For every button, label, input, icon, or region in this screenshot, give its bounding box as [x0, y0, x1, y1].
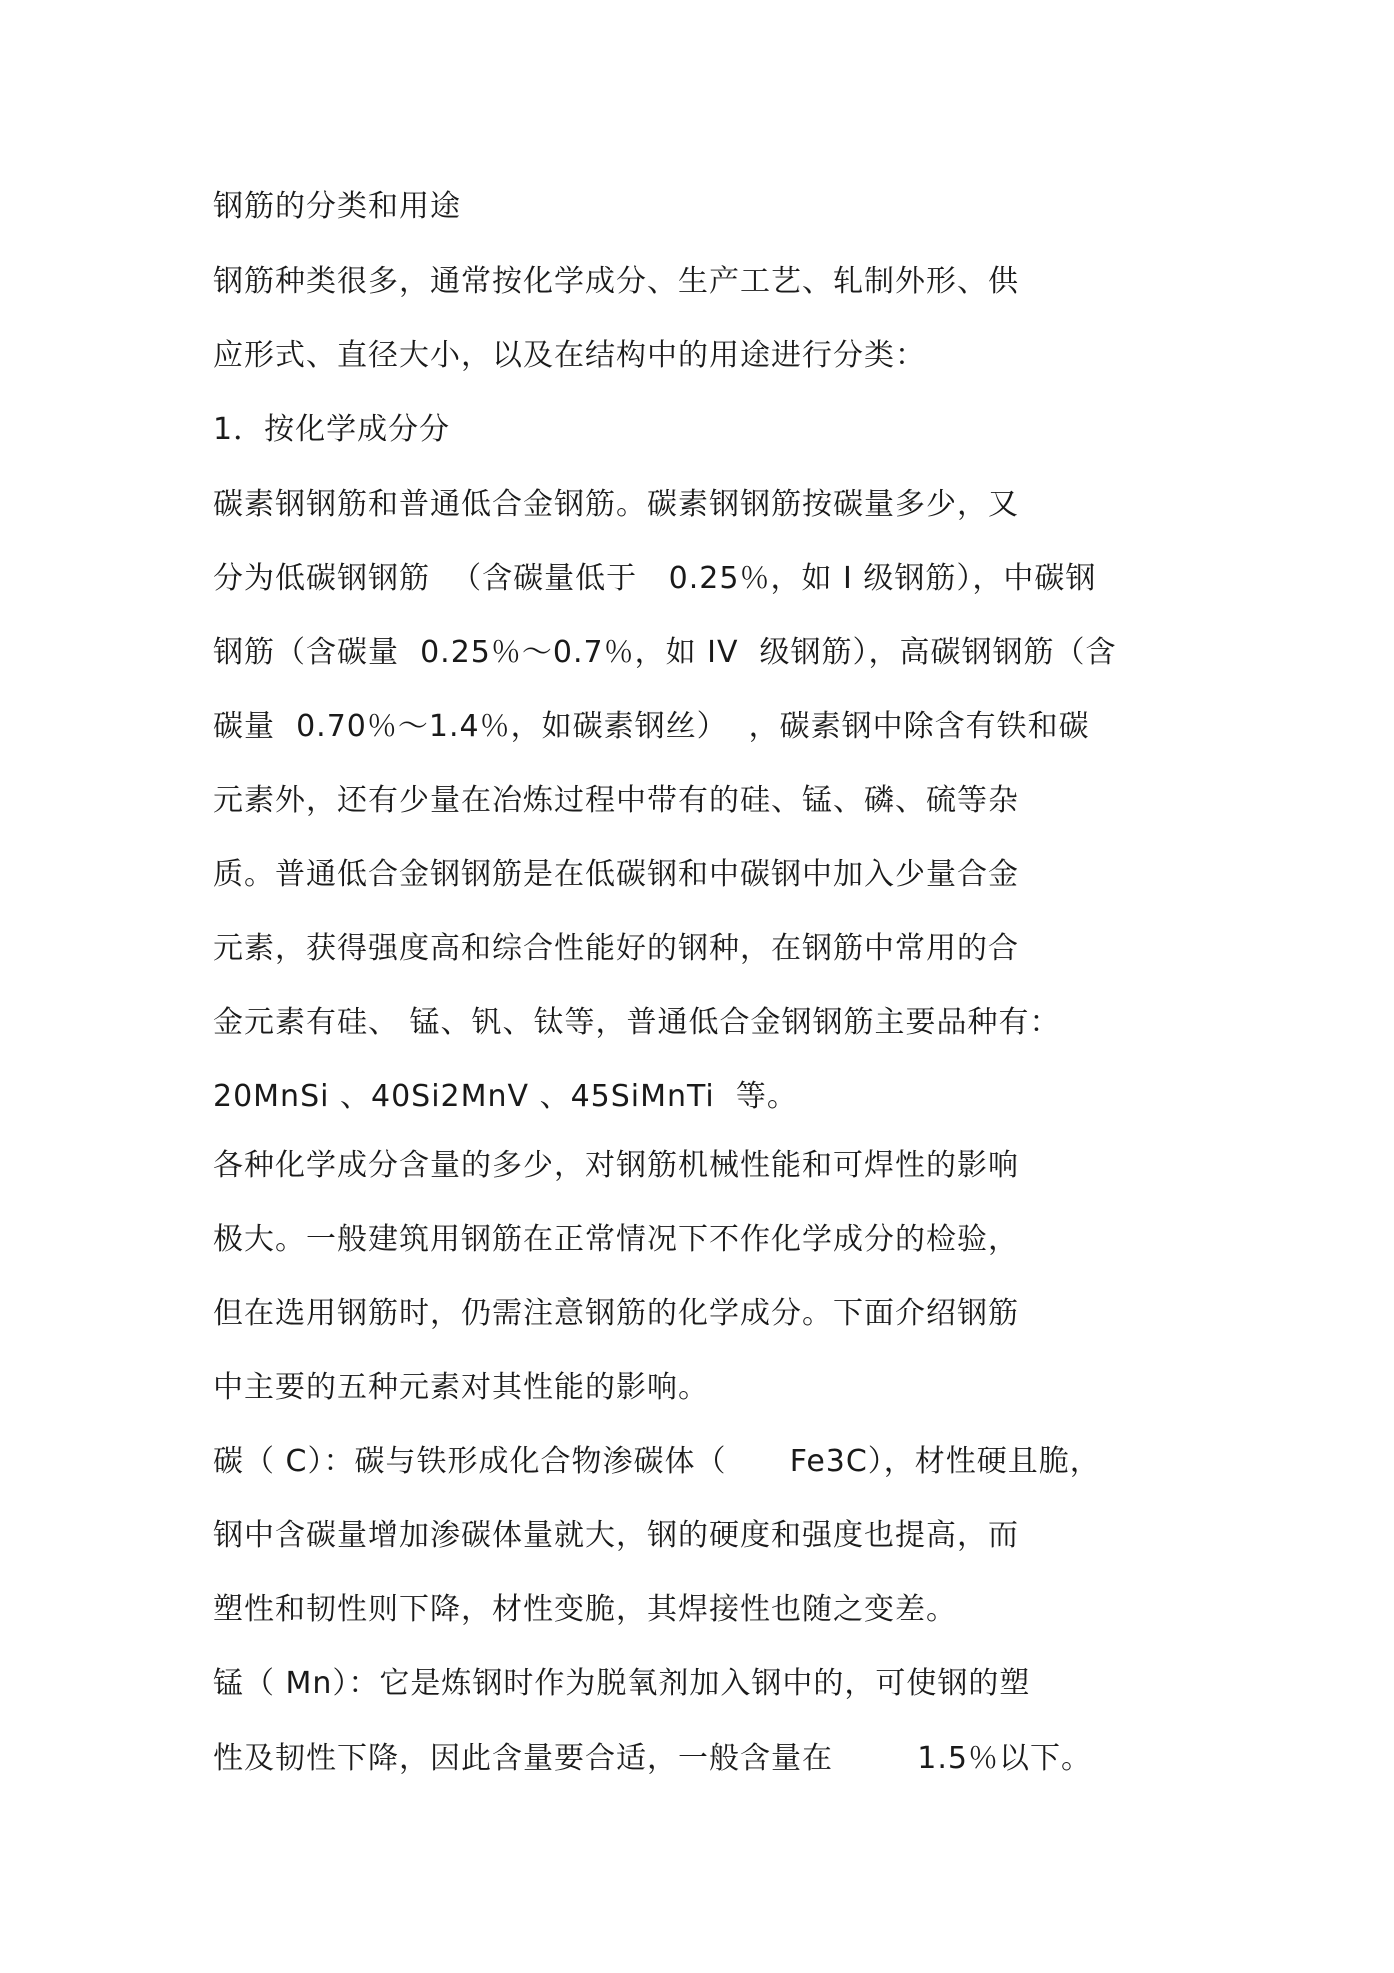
paragraph-line: 金元素有硅、 锰、钒、钛等，普通低合金钢钢筋主要品种有： — [213, 1005, 1061, 1040]
paragraph-line: 极大。一般建筑用钢筋在正常情况下不作化学成分的检验， — [213, 1222, 1019, 1257]
paragraph-line: 塑性和韧性则下降，材性变脆，其焊接性也随之变差。 — [213, 1592, 957, 1627]
paragraph-line: 碳素钢钢筋和普通低合金钢筋。碳素钢钢筋按碳量多少，又 — [213, 487, 1019, 522]
paragraph-line: 元素外，还有少量在冶炼过程中带有的硅、锰、磷、硫等杂 — [213, 783, 1019, 818]
paragraph-line: 钢筋（含碳量 0.25％～0.7％，如 IV 级钢筋），高碳钢钢筋（含 — [213, 635, 1117, 670]
paragraph-line: 但在选用钢筋时，仍需注意钢筋的化学成分。下面介绍钢筋 — [213, 1296, 1019, 1331]
paragraph-line: 中主要的五种元素对其性能的影响。 — [213, 1370, 709, 1405]
paragraph-line: 钢筋种类很多，通常按化学成分、生产工艺、轧制外形、供 — [213, 264, 1019, 299]
paragraph-line: 各种化学成分含量的多少，对钢筋机械性能和可焊性的影响 — [213, 1148, 1019, 1183]
paragraph-line: 性及韧性下降，因此含量要合适，一般含量在 1.5％以下。 — [213, 1741, 1092, 1776]
paragraph-line: 质。普通低合金钢钢筋是在低碳钢和中碳钢中加入少量合金 — [213, 857, 1019, 892]
paragraph-line: 分为低碳钢钢筋 （含碳量低于 0.25％，如 I 级钢筋），中碳钢 — [213, 561, 1097, 596]
paragraph-line: 应形式、直径大小，以及在结构中的用途进行分类： — [213, 338, 926, 373]
paragraph-line: 碳量 0.70％～1.4％，如碳素钢丝） ，碳素钢中除含有铁和碳 — [213, 709, 1090, 744]
paragraph-line: 锰（ Mn）：它是炼钢时作为脱氧剂加入钢中的，可使钢的塑 — [213, 1666, 1031, 1701]
paragraph-line: 碳（ C）：碳与铁形成化合物渗碳体（ Fe3C），材性硬且脆， — [213, 1444, 1101, 1479]
paragraph-line: 20MnSi 、40Si2MnV 、45SiMnTi 等。 — [213, 1079, 798, 1114]
paragraph-line: 元素，获得强度高和综合性能好的钢种，在钢筋中常用的合 — [213, 931, 1019, 966]
document-title: 钢筋的分类和用途 — [213, 189, 461, 224]
section-heading: 1．按化学成分分 — [213, 412, 451, 447]
paragraph-line: 钢中含碳量增加渗碳体量就大，钢的硬度和强度也提高，而 — [213, 1518, 1019, 1553]
